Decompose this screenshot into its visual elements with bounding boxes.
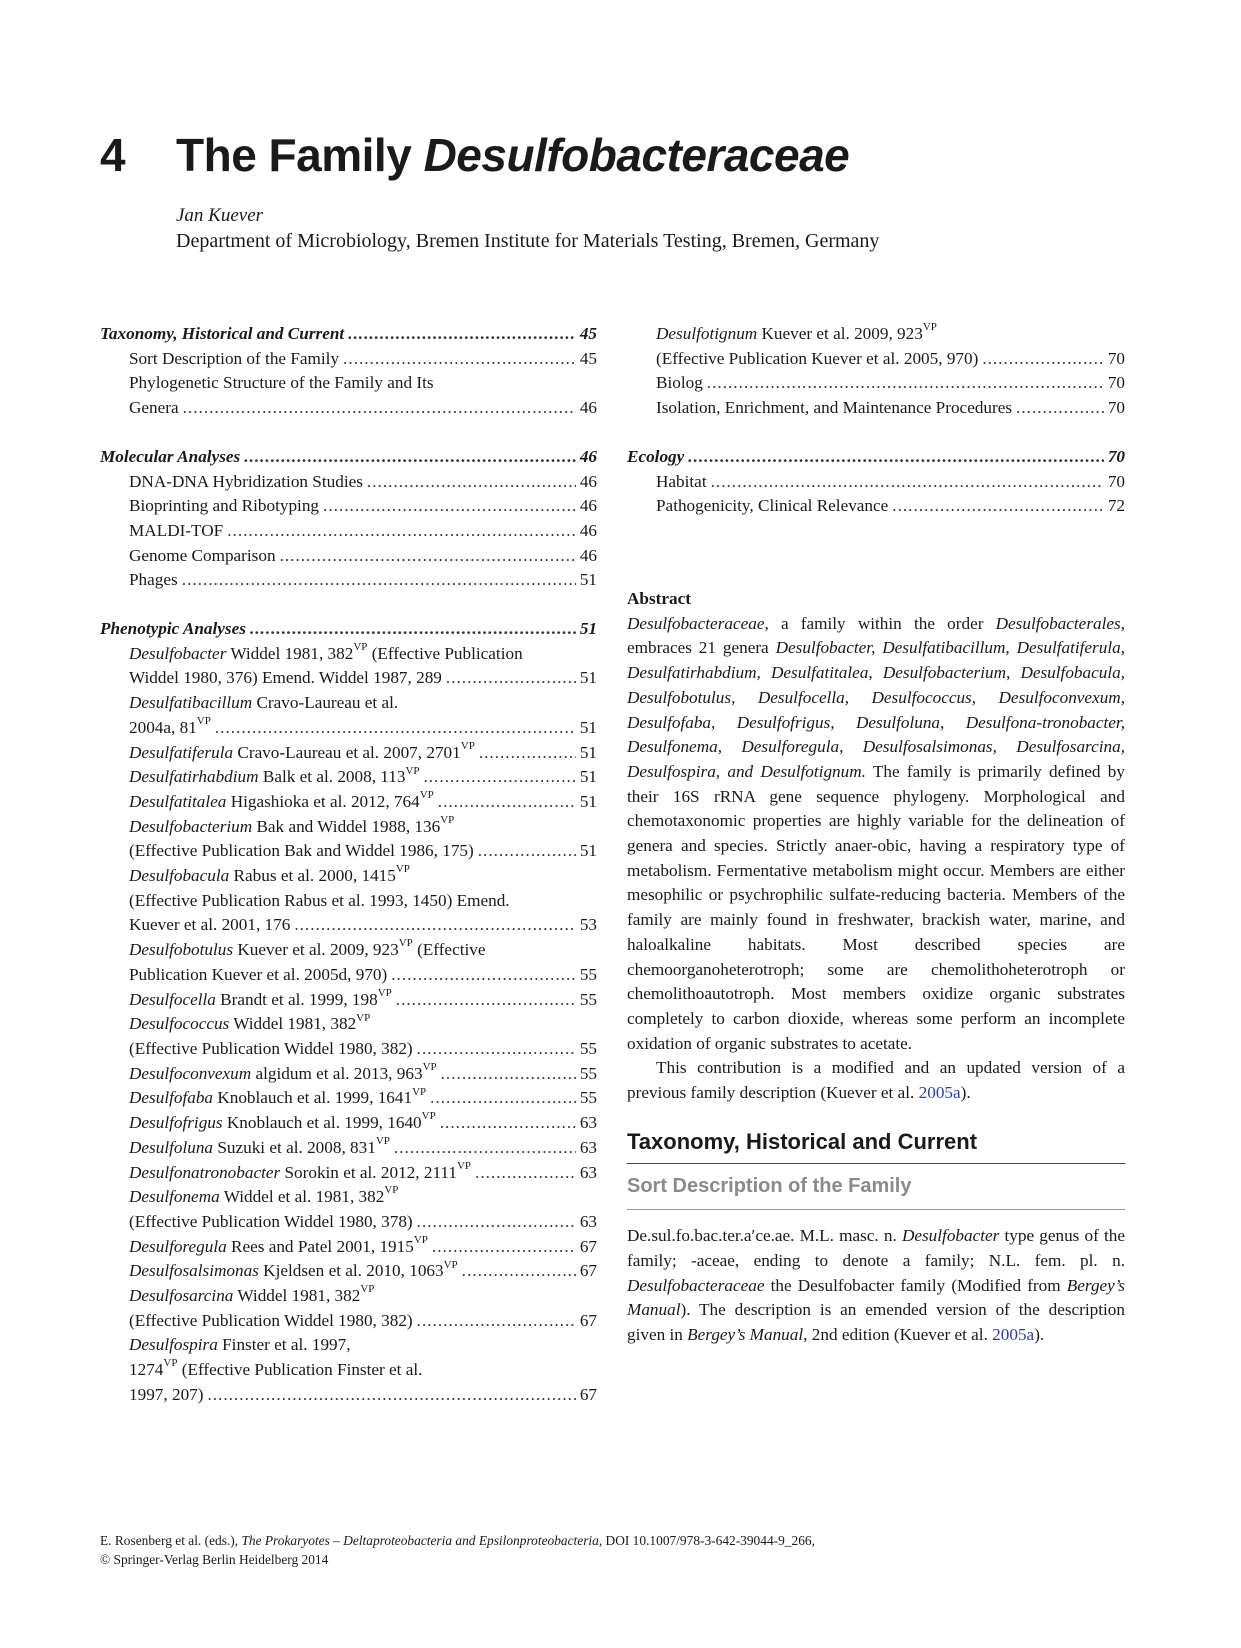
toc-leader-dots (367, 470, 576, 495)
abstract-paragraph-2: This contribution is a modified and an updated version of a previous family description (Kuever et al. 2005a). (627, 1058, 1125, 1103)
citation-link[interactable]: 2005a (918, 1083, 961, 1103)
toc-entry-desulfoluna[interactable]: Desulfoluna Suzuki et al. 2008, $831^{VP}$ ..... 63 (100, 1136, 597, 1161)
subsection-heading: Sort Description of the Family (627, 1174, 1125, 1210)
toc-entry-pathogenicity[interactable]: Pathogenicity, Clinical Relevance ..... 72 (627, 494, 1125, 519)
toc-entry-desulfobotulus-cont[interactable]: Publication Kuever et al. 2005d, 970) ..... 55 (100, 963, 597, 988)
toc-entry-desulfosarcina[interactable]: Desulfosarcina Widdel 1981, $382^{VP}$ (129, 1283, 375, 1306)
toc-leader-dots (227, 519, 576, 544)
toc-entry-desulfobotulus[interactable]: Desulfobotulus Kuever et al. 2009, $923^{VP}$ (Effective (129, 937, 486, 960)
footer-citation: E. Rosenberg et al. (eds.), The Prokaryotes – Deltaproteobacteria and Epsilonproteobacteria, DOI 10.1007/978-3-642-39044-9_266, (100, 1533, 815, 1548)
toc-entry-desulfofrigus[interactable]: Desulfofrigus Knoblauch et al. 1999, $1640^{VP}$ ..... 63 (100, 1111, 597, 1136)
toc-page-number: 45 (579, 348, 597, 368)
toc-entry-desulfobacula[interactable]: Desulfobacula Rabus et al. 2000, $1415^{VP}$ (129, 863, 410, 886)
toc-section-molecular[interactable] (100, 445, 597, 470)
toc-page-number: 46 (579, 446, 597, 466)
footer-copyright: © Springer-Verlag Berlin Heidelberg 2014 (100, 1552, 329, 1567)
toc-label: Molecular Analyses (100, 446, 241, 466)
toc-leader-dots (183, 396, 576, 421)
toc-entry-genome-comparison[interactable] (100, 544, 597, 569)
toc-entry-desulfotignum-cont[interactable]: (Effective Publication Kuever et al. 2005, 970) ..... 70 (627, 347, 1125, 372)
toc-entry-sort-description[interactable] (100, 347, 597, 372)
toc-entry-phylogenetic-structure[interactable]: Phylogenetic Structure of the Family and Its (129, 373, 434, 393)
toc-leader-dots (323, 494, 576, 519)
toc-entry-habitat[interactable]: Habitat ..... 70 (627, 470, 1125, 495)
toc-leader-dots (244, 445, 576, 470)
table-of-contents-right (627, 322, 1125, 519)
toc-entry-desulfatitalea[interactable]: Desulfatitalea Higashioka et al. 2012, $764^{VP}$ ..... 51 (100, 790, 597, 815)
toc-page-number: 46 (579, 471, 597, 491)
toc-page-number: 51 (579, 619, 597, 639)
toc-leader-dots (250, 617, 576, 642)
chapter-title-family: Desulfobacteraceae (423, 129, 850, 181)
toc-entry-maldi-tof[interactable] (100, 519, 597, 544)
main-text-column (627, 587, 1125, 1348)
toc-label: Genera (129, 398, 179, 418)
chapter-title: The Family (176, 129, 424, 181)
toc-section-phenotypic[interactable] (100, 617, 597, 642)
description-paragraph: De.sul.fo.bac.ter.a′ce.ae. M.L. masc. n. Desulfobacter type genus of the family; -aceae, ending to denote a family; N.L. fem. pl. n. Desulfobacteraceae the Desulfobacter family (Modified from Bergey’s Manual). The description is an emended version of the description given in Bergey’s Manual, 2nd edition (Kuever et al. 2005a). (627, 1226, 1125, 1344)
chapter-heading (100, 128, 849, 182)
toc-entry-desulfococcus[interactable]: Desulfococcus Widdel 1981, $382^{VP}$ (129, 1011, 371, 1034)
toc-entry-desulfobacterium-cont[interactable]: (Effective Publication Bak and Widdel 1986, 175) ..... 51 (100, 839, 597, 864)
toc-entry-desulfospira-line2[interactable]: $1274^{VP}$ (Effective Publication Finster et al. (129, 1357, 423, 1380)
toc-entry-desulfatirhabdium[interactable]: Desulfatirhabdium Balk et al. 2008, $113^{VP}$ ..... 51 (100, 765, 597, 790)
toc-entry-desulfocella[interactable]: Desulfocella Brandt et al. 1999, $198^{VP}$ ..... 55 (100, 988, 597, 1013)
author-name: Jan Kuever (176, 205, 264, 226)
toc-entry-desulfonema-cont[interactable]: (Effective Publication Widdel 1980, 378) ..... 63 (100, 1210, 597, 1235)
toc-page-number: 46 (579, 398, 597, 418)
toc-entry-phages[interactable] (100, 568, 597, 593)
toc-entry-desulfoconvexum[interactable]: Desulfoconvexum algidum et al. 2013, $963^{VP}$ ..... 55 (100, 1062, 597, 1087)
toc-entry-desulfobacter-cont[interactable]: Widdel 1980, 376) Emend. Widdel 1987, 289 ..... 51 (100, 666, 597, 691)
section-heading: Taxonomy, Historical and Current (627, 1130, 1125, 1165)
toc-leader-dots (280, 544, 576, 569)
toc-label: Bioprinting and Ribotyping (129, 496, 320, 516)
toc-label: Phages (129, 570, 178, 590)
toc-entry-dna-hybridization[interactable] (100, 470, 597, 495)
toc-entry-desulfobacterium[interactable]: Desulfobacterium Bak and Widdel 1988, $136^{VP}$ (129, 813, 455, 836)
toc-label: DNA-DNA Hybridization Studies (129, 471, 363, 491)
toc-page-number: 46 (579, 496, 597, 516)
toc-leader-dots (343, 347, 576, 372)
page-footer (100, 1531, 815, 1569)
toc-entry-desulfofaba[interactable]: Desulfofaba Knoblauch et al. 1999, $1641^{VP}$ ..... 55 (100, 1086, 597, 1111)
chapter-number: 4 (100, 129, 126, 181)
toc-entry-desulforegula[interactable]: Desulforegula Rees and Patel 2001, $1915^{VP}$ ..... 67 (100, 1235, 597, 1260)
toc-label: Genome Comparison (129, 545, 276, 565)
toc-entry-desulfatibacillum[interactable]: Desulfatibacillum Cravo-Laureau et al. (129, 693, 399, 713)
toc-entry-desulfonema[interactable]: Desulfonema Widdel et al. 1981, $382^{VP}$ (129, 1184, 399, 1207)
author-affiliation: Department of Microbiology, Bremen Institute for Materials Testing, Bremen, Germany (176, 230, 880, 252)
toc-page-number: 45 (579, 324, 597, 343)
toc-entry-desulfotignum[interactable]: Desulfotignum Kuever et al. 2009, $923^{VP}$ (656, 321, 937, 343)
toc-entry-desulfospira-cont[interactable]: 1997, 207) ..... 67 (100, 1383, 597, 1408)
toc-entry-biolog[interactable]: Biolog ..... 70 (627, 371, 1125, 396)
toc-entry-desulfobacula-cont[interactable]: Kuever et al. 2001, 176 ..... 53 (100, 913, 597, 938)
toc-page-number: 51 (579, 570, 597, 590)
abstract-paragraph: Desulfobacteraceae, a family within the order Desulfobacterales, embraces 21 genera Desulfobacter, Desulfatibacillum, Desulfatiferula, Desulfatirhabdium, Desulfatitalea, Desulfobacterium, Desulfobacula, Desulfobotulus, Desulfocella, Desulfococcus, Desulfoconvexum, Desulfofaba, Desulfofrigus, Desulfoluna, Desulfona-tronobacter, Desulfonema, Desulforegula, Desulfosalsimonas, Desulfosarcina, Desulfospira, and Desulfotignum. The family is primarily defined by their 16S rRNA gene sequence phylogeny. Morphological and chemotaxonomic properties are highly variable for the delineation of genera and species. Strictly anaer-obic, having a respiratory type of metabolism. Fermentative metabolism might occur. Members are either mesophilic or psychrophilic sulfate-reducing bacteria. Members of the family are mainly found in freshwater, brackish water, marine, and haloalkaline habitats. Most described species are chemoorganoheterotroph; some are chemolithoheterotroph or chemolithoautotroph. Most members oxidize organic substrates completely to carbon dioxide, whereas some perform an incomplete oxidation of organic substrates to acetate. (627, 613, 1125, 1053)
toc-label: Taxonomy, Historical and Current (100, 324, 345, 343)
toc-entry-desulfosalsimonas[interactable]: Desulfosalsimonas Kjeldsen et al. 2010, $1063^{VP}$ ..... 67 (100, 1259, 597, 1284)
toc-entry-desulfobacter[interactable]: Desulfobacter Widdel 1981, $382^{VP}$ (Effective Publication (129, 641, 523, 663)
toc-page-number: 46 (579, 520, 597, 540)
table-of-contents-left (100, 322, 597, 1408)
toc-entry-desulfatiferula[interactable]: Desulfatiferula Cravo-Laureau et al. 2007, $2701^{VP}$ ..... 51 (100, 741, 597, 766)
toc-leader-dots (182, 568, 576, 593)
abstract-heading: Abstract (627, 589, 691, 608)
toc-entry-desulfonatronobacter[interactable]: Desulfonatronobacter Sorokin et al. 2012, $2111^{VP}$ ..... 63 (100, 1161, 597, 1186)
toc-entry-genera[interactable] (100, 396, 597, 421)
toc-page-number: 46 (579, 545, 597, 565)
toc-entry-desulfococcus-cont[interactable]: (Effective Publication Widdel 1980, 382) ..... 55 (100, 1037, 597, 1062)
toc-label: Sort Description of the Family (129, 348, 340, 368)
toc-entry-bioprinting[interactable] (100, 494, 597, 519)
toc-entry-desulfospira[interactable]: Desulfospira Finster et al. 1997, (129, 1335, 351, 1355)
toc-leader-dots (348, 322, 576, 347)
toc-label: MALDI-TOF (129, 520, 224, 540)
toc-section-ecology[interactable]: Ecology ..... 70 (627, 445, 1125, 470)
toc-entry-desulfobacula-line2[interactable]: (Effective Publication Rabus et al. 1993, 1450) Emend. (129, 890, 510, 910)
toc-entry-desulfosarcina-cont[interactable]: (Effective Publication Widdel 1980, 382) ..... 67 (100, 1309, 597, 1334)
toc-entry-desulfatibacillum-cont[interactable]: 2004a, $81^{VP}$ ..... 51 (100, 716, 597, 741)
toc-section-taxonomy[interactable] (100, 322, 597, 347)
toc-entry-isolation[interactable]: Isolation, Enrichment, and Maintenance Procedures ..... 70 (627, 396, 1125, 421)
toc-label: Phenotypic Analyses (100, 619, 246, 639)
citation-link[interactable]: 2005a (992, 1324, 1035, 1344)
